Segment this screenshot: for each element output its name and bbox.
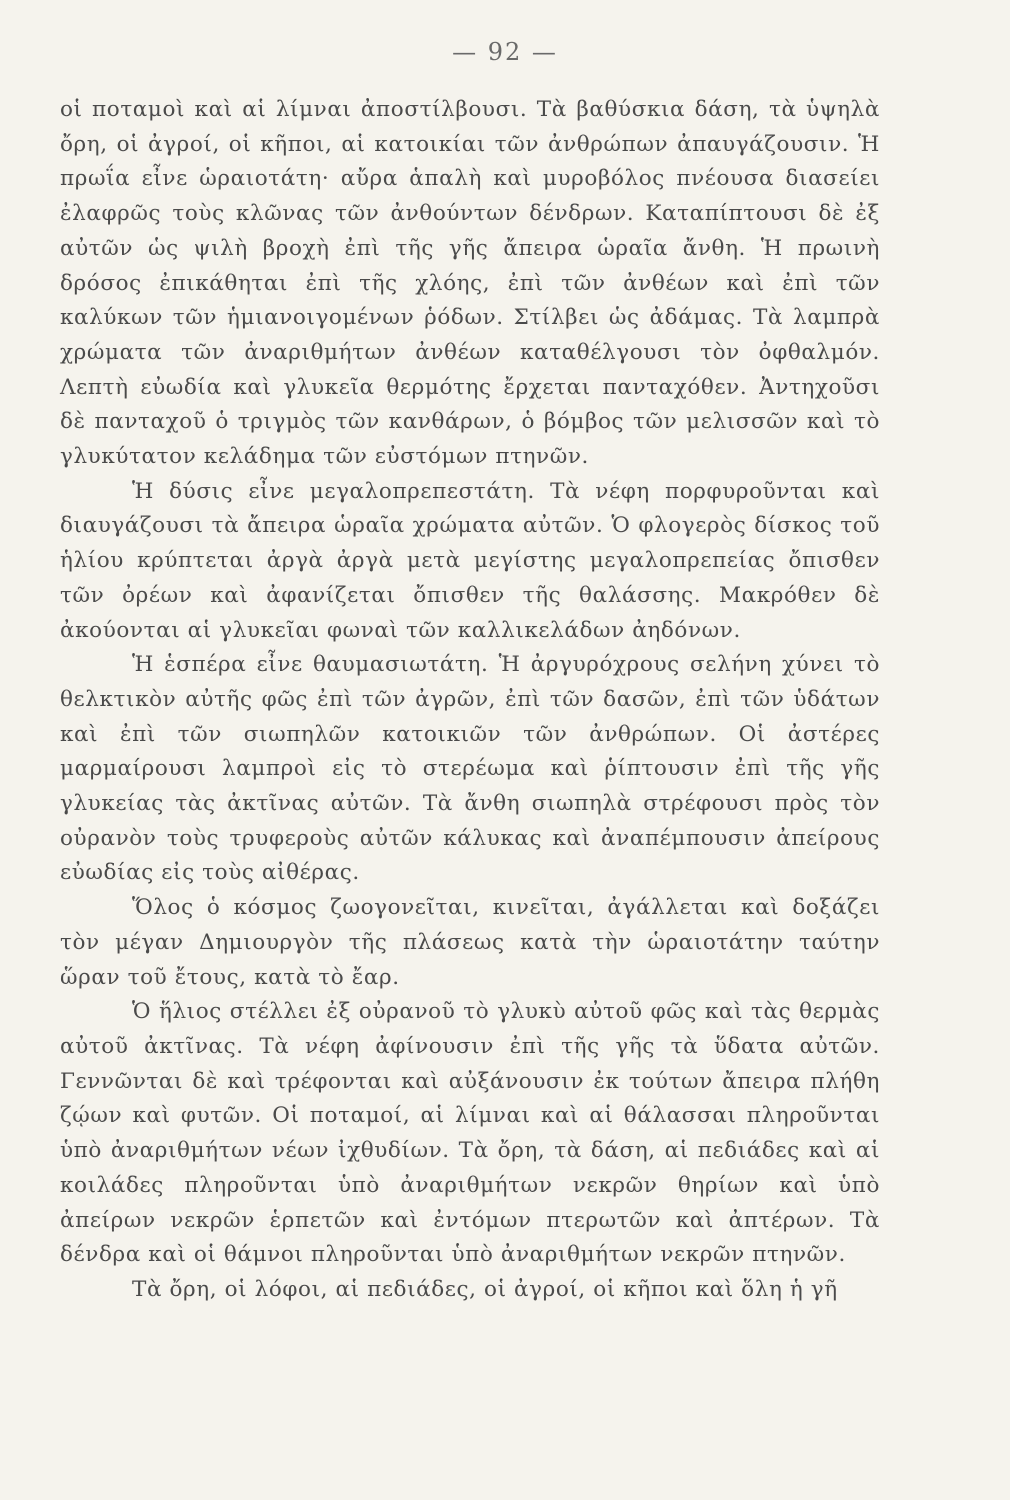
paragraph-world: Ὅλος ὁ κόσμος ζωογονεῖται, κινεῖται, ἀγάλλεται καὶ δοξάζει τὸν μέγαν Δημιουργὸν τῆς πλάσεως κατὰ τὴν ὡραιοτάτην ταύτην ὥραν τοῦ ἔτους, κατὰ τὸ ἔαρ. [60,895,880,990]
paragraph-sunset: Ἡ δύσις εἶνε μεγαλοπρεπεστάτη. Τὰ νέφη πορφυροῦνται καὶ διαυγάζουσι τὰ ἄπειρα ὡραῖα χρώματα αὐτῶν. Ὁ φλογερὸς δίσκος τοῦ ἡλίου κρύπτεται ἀργὰ ἀργὰ μετὰ μεγίστης μεγαλοπρεπείας ὄπισθεν τῶν ὀρέων καὶ ἀφανίζεται ὄπισθεν τῆς θαλάσσης. Μακρόθεν δὲ ἀκούονται αἱ γλυκεῖαι φωναὶ τῶν καλλικελάδων ἀηδόνων. [60,478,880,643]
page-text [60,93,880,1308]
paragraph-sun: Ὁ ἥλιος στέλλει ἐξ οὐρανοῦ τὸ γλυκὺ αὐτοῦ φῶς καὶ τὰς θερμὰς αὐτοῦ ἀκτῖνας. Τὰ νέφη ἀφίνουσιν ἐπὶ τῆς γῆς τὰ ὕδατα αὐτῶν. Γεννῶνται δὲ καὶ τρέφονται καὶ αὐξάνουσιν ἐκ τούτων ἄπειρα πλήθη ζῴων καὶ φυτῶν. Οἱ ποταμοί, αἱ λίμναι καὶ αἱ θάλασσαι πληροῦνται ὑπὸ ἀναριθμήτων νέων ἰχθυδίων. Τὰ ὄρη, τὰ δάση, αἱ πεδιάδες καὶ αἱ κοιλάδες πληροῦνται ὑπὸ ἀναριθμήτων νεκρῶν θηρίων καὶ ὑπὸ ἀπείρων νεκρῶν ἑρπετῶν καὶ ἐντόμων πτερωτῶν καὶ ἀπτέρων. Τὰ δένδρα καὶ οἱ θάμνοι πληροῦνται ὑπὸ ἀναριθμήτων νεκρῶν πτηνῶν. [60,999,880,1268]
paragraph-evening: Ἡ ἑσπέρα εἶνε θαυμασιωτάτη. Ἡ ἀργυρόχρους σελήνη χύνει τὸ θελκτικὸν αὐτῆς φῶς ἐπὶ τῶν ἀγρῶν, ἐπὶ τῶν δασῶν, ἐπὶ τῶν ὑδάτων καὶ ἐπὶ τῶν σιωπηλῶν κατοικιῶν τῶν ἀνθρώπων. Οἱ ἀστέρες μαρμαίρουσι λαμπροὶ εἰς τὸ στερέωμα καὶ ῥίπτουσιν ἐπὶ τῆς γῆς γλυκείας τὰς ἀκτῖνας αὐτῶν. Τὰ ἄνθη σιωπηλὰ στρέφουσι πρὸς τὸν οὐρανὸν τοὺς τρυφεροὺς αὐτῶν κάλυκας καὶ ἀναπέμπουσιν ἀπείρους εὐωδίας εἰς τοὺς αἰθέρας. [60,652,880,886]
page-number: — 92 — [452,38,558,66]
paragraph-continued: οἱ ποταμοὶ καὶ αἱ λίμναι ἀποστίλβουσι. Τὰ βαθύσκια δάση, τὰ ὑψηλὰ ὄρη, οἱ ἀγροί, οἱ κῆποι, αἱ κατοικίαι τῶν ἀνθρώπων ἀπαυγάζουσιν. Ἡ πρωΐα εἶνε ὡραιοτάτη· αὔρα ἁπαλὴ καὶ μυροβόλος πνέουσα διασείει ἐλαφρῶς τοὺς κλῶνας τῶν ἀνθούντων δένδρων. Καταπίπτουσι δὲ ἐξ αὐτῶν ὡς ψιλὴ βροχὴ ἐπὶ τῆς γῆς ἄπειρα ὡραῖα ἄνθη. Ἡ πρωινὴ δρόσος ἐπικάθηται ἐπὶ τῆς χλόης, ἐπὶ τῶν ἀνθέων καὶ ἐπὶ τῶν καλύκων τῶν ἡμιανοιγομένων ῥόδων. Στίλβει ὡς ἀδάμας. Τὰ λαμπρὰ χρώματα τῶν ἀναριθμήτων ἀνθέων καταθέλγουσι τὸν ὀφθαλμόν. Λεπτὴ εὐωδία καὶ γλυκεῖα θερμότης ἔρχεται πανταχόθεν. Ἀντηχοῦσι δὲ πανταχοῦ ὁ τριγμὸς τῶν κανθάρων, ὁ βόμβος τῶν μελισσῶν καὶ τὸ γλυκύτατον κελάδημα τῶν εὐστόμων πτηνῶν. [60,97,880,470]
paragraph-mountains: Τὰ ὄρη, οἱ λόφοι, αἱ πεδιάδες, οἱ ἀγροί, οἱ κῆποι καὶ ὅλη ἡ γῆ [132,1276,838,1302]
